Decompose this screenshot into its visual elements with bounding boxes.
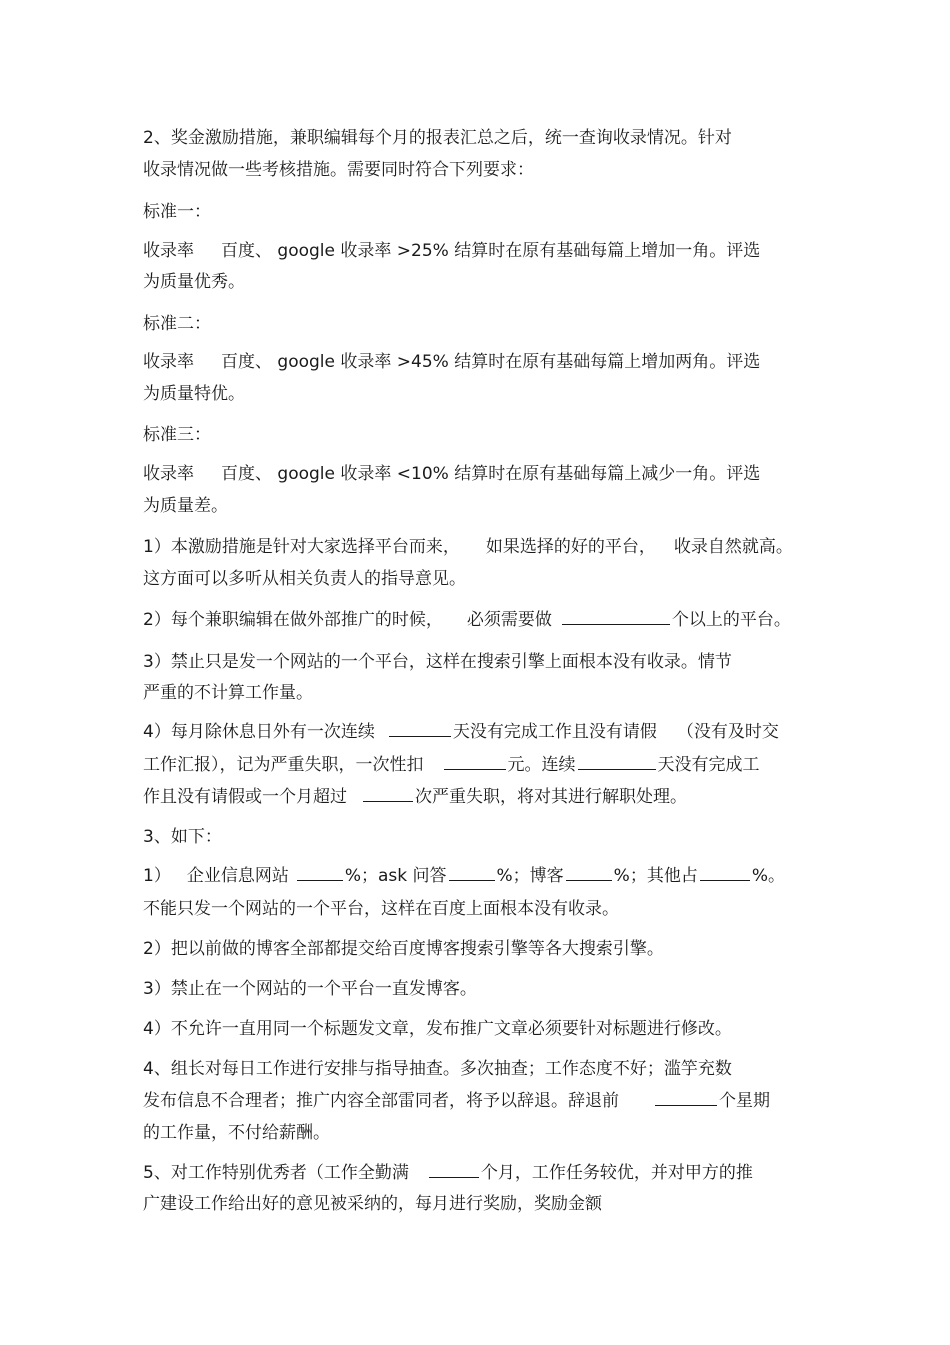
standard-2-heading: 标准二：	[143, 314, 211, 334]
text-line: 广建设工作给出好的意见被采纳的，每月进行奖励，奖励金额	[143, 1194, 602, 1214]
document-page	[143, 0, 813, 1345]
text-line: 收录率 百度、 google 收录率 >25% 结算时在原有基础每篇上增加一角。评选	[143, 241, 761, 261]
text-line: 这方面可以多听从相关负责人的指导意见。	[143, 569, 466, 589]
text-line: 收录情况做一些考核措施。需要同时符合下列要求：	[143, 160, 534, 180]
text-line: 4）每月除休息日外有一次连续 天没有完成工作且没有请假 （没有及时交	[143, 722, 779, 742]
text-line: 2）把以前做的博客全部都提交给百度博客搜索引擎等各大搜索引擎。	[143, 939, 664, 959]
text-line: 1）本激励措施是针对大家选择平台而来， 如果选择的好的平台， 收录自然就高。	[143, 537, 793, 557]
fill-blank[interactable]	[562, 609, 670, 625]
fill-blank[interactable]	[578, 754, 656, 770]
text-line: 2）每个兼职编辑在做外部推广的时候， 必须需要做 个以上的平台。	[143, 610, 791, 630]
text-line: 不能只发一个网站的一个平台，这样在百度上面根本没有收录。	[143, 899, 619, 919]
text-line: 3）禁止只是发一个网站的一个平台，这样在搜索引擎上面根本没有收录。情节	[143, 652, 732, 672]
text-line: 1） 企业信息网站 %；ask 问答 %；博客 %；其他占 %。	[143, 866, 785, 886]
fill-blank[interactable]	[566, 865, 612, 881]
section-3-heading: 3、如下：	[143, 827, 222, 847]
fill-blank[interactable]	[297, 865, 343, 881]
standard-1-heading: 标准一：	[143, 202, 211, 222]
fill-blank[interactable]	[700, 865, 750, 881]
fill-blank[interactable]	[655, 1090, 717, 1106]
fill-blank[interactable]	[449, 865, 495, 881]
standard-3-heading: 标准三：	[143, 425, 211, 445]
text-line: 为质量差。	[143, 496, 228, 516]
text-line: 为质量特优。	[143, 384, 245, 404]
text-line: 4）不允许一直用同一个标题发文章，发布推广文章必须要针对标题进行修改。	[143, 1019, 732, 1039]
text-line: 2、奖金激励措施，兼职编辑每个月的报表汇总之后，统一查询收录情况。针对	[143, 128, 732, 148]
fill-blank[interactable]	[444, 754, 506, 770]
text-line: 为质量优秀。	[143, 272, 245, 292]
text-line: 作且没有请假或一个月超过 次严重失职，将对其进行解职处理。	[143, 787, 687, 807]
text-line: 工作汇报），记为严重失职，一次性扣 元。连续 天没有完成工	[143, 755, 760, 775]
text-line: 严重的不计算工作量。	[143, 683, 313, 703]
text-line: 的工作量，不付给薪酬。	[143, 1123, 330, 1143]
text-line: 收录率 百度、 google 收录率 <10% 结算时在原有基础每篇上减少一角。评选	[143, 464, 761, 484]
text-line: 3）禁止在一个网站的一个平台一直发博客。	[143, 979, 477, 999]
text-line: 发布信息不合理者；推广内容全部雷同者，将予以辞退。辞退前 个星期	[143, 1091, 770, 1111]
fill-blank[interactable]	[389, 721, 451, 737]
text-line: 4、组长对每日工作进行安排与指导抽查。多次抽查；工作态度不好；滥竽充数	[143, 1059, 732, 1079]
fill-blank[interactable]	[363, 786, 413, 802]
fill-blank[interactable]	[429, 1162, 479, 1178]
text-line: 收录率 百度、 google 收录率 >45% 结算时在原有基础每篇上增加两角。评选	[143, 352, 761, 372]
text-line: 5、对工作特别优秀者（工作全勤满 个月，工作任务较优，并对甲方的推	[143, 1163, 753, 1183]
